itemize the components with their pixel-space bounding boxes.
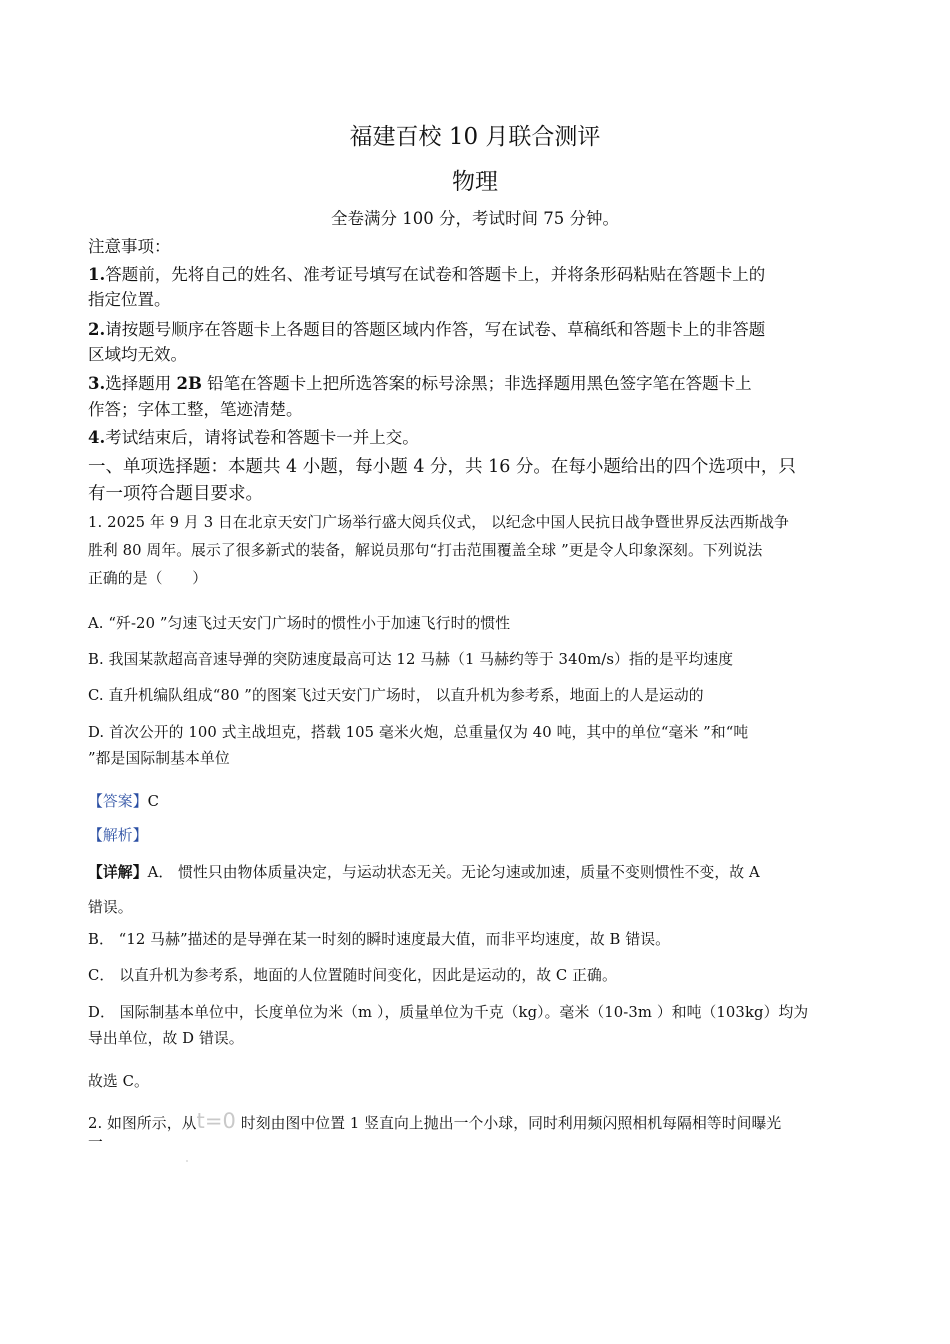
detail-a-cont: 错误。 xyxy=(88,899,133,916)
exam-info: 全卷满分 100 分，考试时间 75 分钟。 xyxy=(331,209,619,228)
detail-a xyxy=(88,861,760,882)
notice-item-number: 3. xyxy=(88,374,106,393)
notice-item-text: 选择题用 xyxy=(105,374,177,393)
notice-item-1-cont: 指定位置。 xyxy=(88,290,171,309)
analysis-label: 【解析】 xyxy=(88,827,148,844)
detail-label: 【详解】 xyxy=(88,864,148,881)
question-2-stem xyxy=(88,1109,781,1133)
notice-item-text: 铅笔在答题卡上把所选答案的标号涂黑；非选择题用黑色签字笔在答题卡上 xyxy=(201,374,752,393)
question-1-stem-end: 正确的是（ ） xyxy=(88,570,208,587)
detail-d: D． 国际制基本单位中，长度单位为米（m ），质量单位为千克（kg）。毫米（10-3m ）和吨（103kg）均为 xyxy=(88,1004,809,1021)
detail-a-text: A． 惯性只由物体质量决定，与运动状态无关。无论匀速或加速，质量不变则惯性不变，故 A xyxy=(147,864,760,881)
notice-item-3-cont: 作答；字体工整，笔迹清楚。 xyxy=(88,400,303,419)
time-label: t=0 xyxy=(196,1109,237,1133)
notice-item-number: 4. xyxy=(88,428,106,447)
section-heading-cont: 有一项符合题目要求。 xyxy=(88,484,263,504)
question-1-stem: 1. 2025 年 9 月 3 日在北京天安门广场举行盛大阅兵仪式， 以纪念中国人民抗日战争暨世界反法西斯战争 xyxy=(88,514,789,531)
notice-item-2-cont: 区域均无效。 xyxy=(88,345,187,364)
detail-c: C． 以直升机为参考系，地面的人位置随时间变化，因此是运动的，故 C 正确。 xyxy=(88,967,617,984)
notice-heading: 注意事项： xyxy=(88,237,171,256)
exam-title: 福建百校 10 月联合测评 xyxy=(349,124,601,150)
notice-item-number: 1. xyxy=(88,265,106,284)
notice-item-number: 2. xyxy=(88,320,106,339)
answer-label: 【答案】 xyxy=(88,793,148,810)
option-c: C. 直升机编队组成“80 ”的图案飞过天安门广场时， 以直升机为参考系，地面上的人是运动的 xyxy=(88,687,704,704)
faint-dot xyxy=(186,1160,188,1162)
question-2-text: 时刻由图中位置 1 竖直向上抛出一个小球，同时利用频闪照相机每隔相等时间曝光 xyxy=(236,1115,782,1132)
notice-item-2 xyxy=(88,316,765,340)
option-b: B. 我国某款超高音速导弹的突防速度最高可达 12 马赫（1 马赫约等于 340m/s）指的是平均速度 xyxy=(88,651,734,668)
section-heading: 一、单项选择题：本题共 4 小题，每小题 4 分，共 16 分。在每小题给出的四个选项中，只 xyxy=(88,457,796,477)
notice-item-4 xyxy=(88,424,419,448)
notice-item-text: 考试结束后，请将试卷和答题卡一并上交。 xyxy=(105,428,419,447)
option-d: D. 首次公开的 100 式主战坦克，搭载 105 毫米火炮，总重量仅为 40 吨，其中的单位“毫米 ”和“吨 xyxy=(88,724,749,741)
notice-item-text: 请按题号顺序在答题卡上各题目的答题区域内作答，写在试卷、草稿纸和答题卡上的非答题 xyxy=(105,320,766,339)
pencil-grade: 2B xyxy=(176,374,202,393)
answer-line xyxy=(88,790,159,811)
question-2-stem-cont: 一 xyxy=(88,1134,103,1151)
notice-item-1 xyxy=(88,261,765,285)
conclusion: 故选 C。 xyxy=(88,1073,149,1090)
option-a: A. “歼-20 ”匀速飞过天安门广场时的惯性小于加速飞行时的惯性 xyxy=(88,615,511,632)
notice-item-3 xyxy=(88,370,752,394)
option-d-cont: ”都是国际制基本单位 xyxy=(88,750,230,767)
subject-title: 物理 xyxy=(452,169,498,195)
detail-b: B． “12 马赫”描述的是导弹在某一时刻的瞬时速度最大值，而非平均速度，故 B 错误。 xyxy=(88,931,671,948)
answer-value: C xyxy=(147,793,160,810)
question-2-text: 2. 如图所示，从 xyxy=(88,1115,197,1132)
notice-item-text: 答题前，先将自己的姓名、准考证号填写在试卷和答题卡上，并将条形码粘贴在答题卡上的 xyxy=(105,265,766,284)
question-1-stem-cont: 胜利 80 周年。展示了很多新式的装备，解说员那句“打击范围覆盖全球 ”更是令人印象深刻。下列说法 xyxy=(88,542,763,559)
detail-d-cont: 导出单位，故 D 错误。 xyxy=(88,1030,244,1047)
